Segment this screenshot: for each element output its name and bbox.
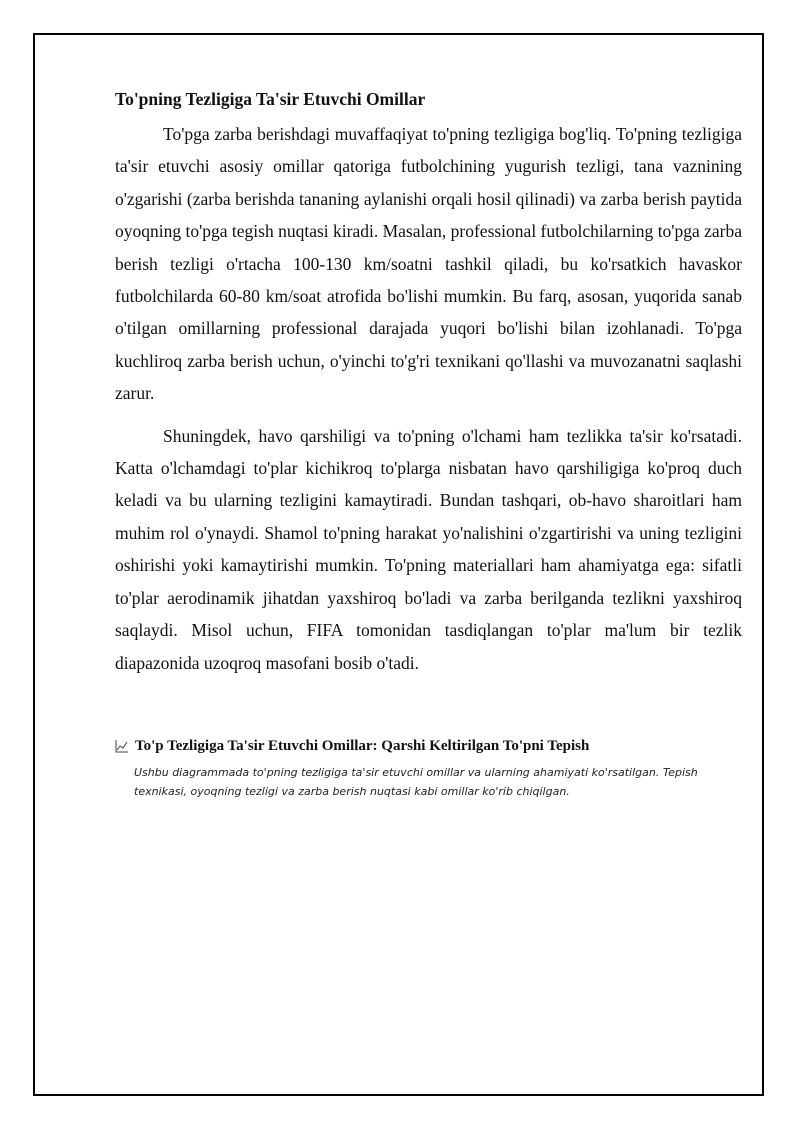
document-body <box>115 88 742 689</box>
figure-title-text: To'p Tezligiga Ta'sir Etuvchi Omillar: Qarshi Keltirilgan To'pni Tepish <box>135 738 590 754</box>
section-heading: To'pning Tezligiga Ta'sir Etuvchi Omillar <box>115 89 426 109</box>
paragraph-1: To'pga zarba berishdagi muvaffaqiyat to'pning tezligiga bog'liq. To'pning tezligiga ta'sir etuvchi asosiy omillar qatoriga futbolchining yugurish tezligi, tana vaznining o'zgarishi (zarba berishda tananing aylanishi orqali hosil qilinadi) va zarba berish paytida oyoqning to'pga tegish nuqtasi kiradi. Masalan, professional futbolchilarning to'pga zarba berish tezligi o'rtacha 100-130 km/soatni tashkil qiladi, bu ko'rsatkich havaskor futbolchilarda 60-80 km/soat atrofida bo'lishi mumkin. Bu farq, asosan, yuqorida sanab o'tilgan omillarning professional darajada yuqori bo'lishi bilan izohlanadi. To'pga kuchliroq zarba berish uchun, o'yinchi to'g'ri texnikani qo'llashi va muvozanatni saqlashi zarur. <box>115 124 742 404</box>
paragraph-2: Shuningdek, havo qarshiligi va to'pning o'lchami ham tezlikka ta'sir ko'rsatadi. Katta o'lchamdagi to'plar kichikroq to'plarga nisbatan havo qarshiligiga ko'proq duch keladi va bu ularning tezligini kamaytiradi. Bundan tashqari, ob-havo sharoitlari ham muhim rol o'ynaydi. Shamol to'pning harakat yo'nalishini o'zgartirishi va uning tezligini oshirishi yoki kamaytirishi mumkin. To'pning materiallari ham ahamiyatga ega: sifatli to'plar aerodinamik jihatdan yaxshiroq bo'ladi va zarba berilganda tezlikni yaxshiroq saqlaydi. Misol uchun, FIFA tomonidan tasdiqlangan to'plar ma'lum bir tezlik diapazonida uzoqroq masofani bosib o'tadi. <box>115 425 742 673</box>
figure-title <box>115 736 765 756</box>
chart-line-icon <box>115 739 129 753</box>
figure-caption: Ushbu diagrammada to'pning tezligiga ta'sir etuvchi omillar va ularning ahamiyati ko'rsatilgan. Tepish texnikasi, oyoqning tezligi va zarba berish nuqtasi kabi omillar ko'rib chiqilgan. <box>134 766 698 798</box>
